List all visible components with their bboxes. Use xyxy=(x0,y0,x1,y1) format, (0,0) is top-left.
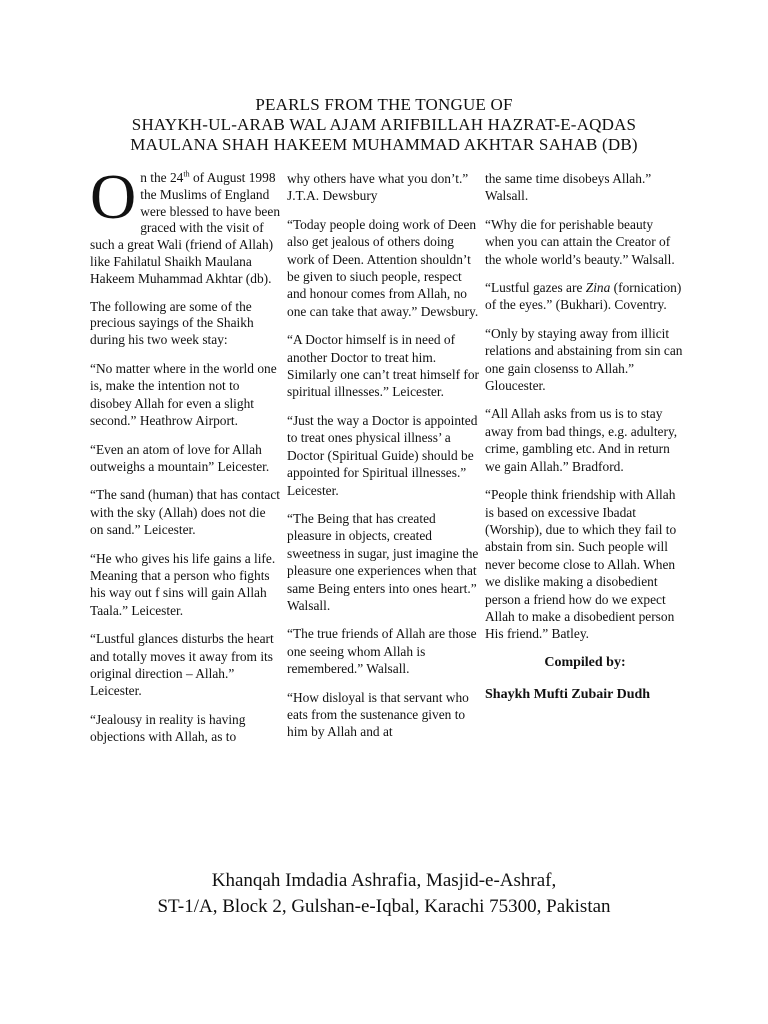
saying: “No matter where in the world one is, make the intention not to disobey Allah for even a slight second.” Heathrow Airport. xyxy=(90,360,277,429)
heading-line-2: SHAYKH-UL-ARAB WAL AJAM ARIFBILLAH HAZRAT-E-AQDAS xyxy=(131,115,637,134)
saying: “Jealousy in reality is having objections with Allah, as to xyxy=(90,711,246,745)
intro-following: The following are some of the precious sayings of the Shaikh during his two week stay: xyxy=(90,298,254,348)
saying: “Even an atom of love for Allah outweighs a mountain” Leicester. xyxy=(90,441,270,474)
compiler-name: Shaykh Mufti Zubair Dudh xyxy=(485,686,651,702)
address-line-2: ST-1/A, Block 2, Gulshan-e-Iqbal, Karachi 75300, Pakistan xyxy=(157,896,611,917)
saying: “Why die for perishable beauty when you can attain the Creator of the whole world’s beauty.” Walsall. xyxy=(485,216,675,267)
compiled-by-label: Compiled by: xyxy=(544,654,626,670)
saying: “The Being that has created pleasure in objects, created sweetness in sugar, just imagine the pleasure one experiences when that same Being enters into ones heart.” Walsall. xyxy=(287,510,479,613)
saying: “The sand (human) that has contact with the sky (Allah) does not die on sand.” Leicester. xyxy=(90,487,280,538)
address-line-1: Khanqah Imdadia Ashrafia, Masjid-e-Ashraf, xyxy=(211,870,557,891)
saying: why others have what you don’t.” J.T.A. Dewsbury xyxy=(287,171,469,204)
heading-line-3: MAULANA SHAH HAKEEM MUHAMMAD AKHTAR SAHAB (DB) xyxy=(130,135,638,154)
saying: “Today people doing work of Deen also get jealous of others doing work of Deen. Attention shouldn’t be given to siuch people, respect and honour comes from Allah, no one can take that away.” Dewsbury. xyxy=(287,216,479,319)
column-3 xyxy=(485,170,685,704)
saying: the same time disobeys Allah.” Walsall. xyxy=(485,171,652,204)
saying: “The true friends of Allah are those one seeing whom Allah is remembered.” Walsall. xyxy=(287,626,477,677)
saying: “How disloyal is that servant who eats from the sustenance given to him by Allah and at xyxy=(287,689,469,740)
drop-cap: O xyxy=(90,161,137,232)
column-2 xyxy=(287,170,483,752)
column-1 xyxy=(90,161,282,757)
heading-line-1: PEARLS FROM THE TONGUE OF xyxy=(255,95,513,114)
page-heading xyxy=(0,95,768,155)
intro-paragraph: On the 24th of August 1998 the Muslims of England were blessed to have been graced with the visit of such a great Wali (friend of Allah) like Fahilatul Shaikh Maulana Hakeem Muhammad Akhtar (db). xyxy=(90,161,281,286)
saying: “All Allah asks from us is to stay away from bad things, e.g. adultery, crime, gambling etc. And in return we gain Allah.” Bradford. xyxy=(485,406,678,474)
saying: “People think friendship with Allah is based on excessive Ibadat (Worship), due to which they fail to abstain from sin. Such people will never become close to Allah. When we dislike making a disobedient person a friend how do we expect Allah to make a disobedient person His friend.” Batley. xyxy=(485,487,677,642)
saying-zina: “Lustful gazes are Zina (fornication) of the eyes.” (Bukhari). Coventry. xyxy=(485,280,682,313)
saying: “He who gives his life gains a life. Meaning that a person who fights his way out f sins will gain Allah Taala.” Leicester. xyxy=(90,550,276,618)
saying: “Lustful glances disturbs the heart and totally moves it away from its original direction – Allah.” Leicester. xyxy=(90,631,274,699)
address-footer xyxy=(0,868,768,920)
saying: “Only by staying away from illicit relations and abstaining from sin can one gain closenss to Allah.” Gloucester. xyxy=(485,325,683,394)
saying: “Just the way a Doctor is appointed to treat ones physical illness’ a Doctor (Spiritual Guide) should be appointed for Spiritual illnesses.” Leicester. xyxy=(287,412,478,498)
saying: “A Doctor himself is in need of another Doctor to treat him. Similarly one can’t treat himself for spiritual illnesses.” Leicester. xyxy=(287,332,479,400)
